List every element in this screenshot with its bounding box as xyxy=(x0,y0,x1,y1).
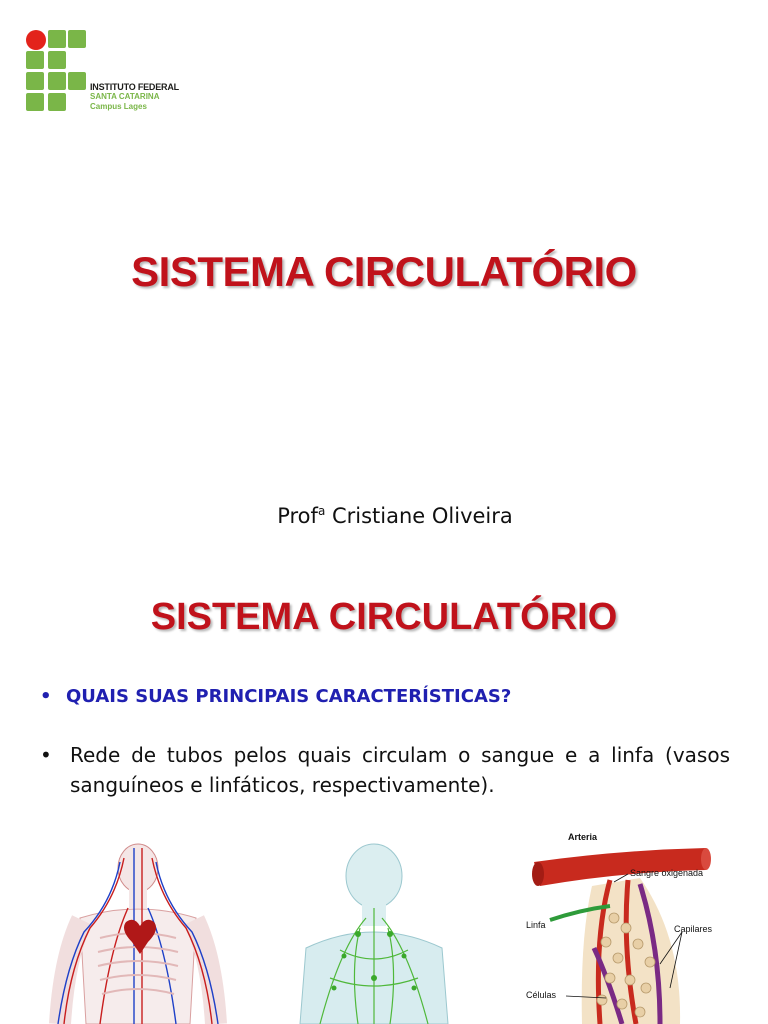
logo-square xyxy=(68,30,86,48)
bullet-marker: • xyxy=(40,686,52,707)
author-line xyxy=(0,504,768,528)
logo-text xyxy=(90,82,179,112)
author-superscript: a xyxy=(317,504,326,518)
logo-red-dot xyxy=(26,30,46,50)
label-lymph: Linfa xyxy=(526,920,546,930)
logo-square xyxy=(26,72,44,90)
answer-bullet xyxy=(40,740,730,800)
logo-square xyxy=(48,72,66,90)
label-cells: Células xyxy=(526,990,557,1000)
lymphatic-body-illustration xyxy=(270,838,480,1024)
circulatory-body-illustration xyxy=(20,838,242,1024)
bullet-marker: • xyxy=(40,743,52,767)
logo-line-3: Campus Lages xyxy=(90,102,147,111)
label-oxygenated-blood: Sangre oxigenada xyxy=(630,868,704,878)
circulatory-body-image xyxy=(20,838,242,1024)
logo-square xyxy=(48,30,66,48)
author-prefix: Prof xyxy=(277,504,318,528)
answer-text: Rede de tubos pelos quais circulam o sangue e a linfa (vasos sanguíneos e linfáticos, respectivamente). xyxy=(70,743,730,797)
logo-square xyxy=(26,51,44,69)
label-artery: Arteria xyxy=(568,832,598,842)
logo-square xyxy=(48,51,66,69)
slide-title: SISTEMA CIRCULATÓRIO xyxy=(131,248,637,295)
label-capillaries: Capilares xyxy=(674,924,713,934)
content-slide xyxy=(0,576,768,1024)
slide-title: SISTEMA CIRCULATÓRIO xyxy=(150,596,618,638)
capillary-diagram xyxy=(510,828,750,1024)
institution-logo xyxy=(26,30,196,114)
logo-line-2: SANTA CATARINA xyxy=(90,92,160,101)
lymphatic-body-image xyxy=(270,838,480,1024)
logo-square xyxy=(68,72,86,90)
logo-square xyxy=(26,93,44,111)
logo-line-1: INSTITUTO FEDERAL xyxy=(90,82,179,92)
author-name: Cristiane Oliveira xyxy=(325,504,513,528)
logo-square xyxy=(48,93,66,111)
question-text: QUAIS SUAS PRINCIPAIS CARACTERÍSTICAS? xyxy=(66,686,512,707)
question-bullet xyxy=(40,686,740,707)
